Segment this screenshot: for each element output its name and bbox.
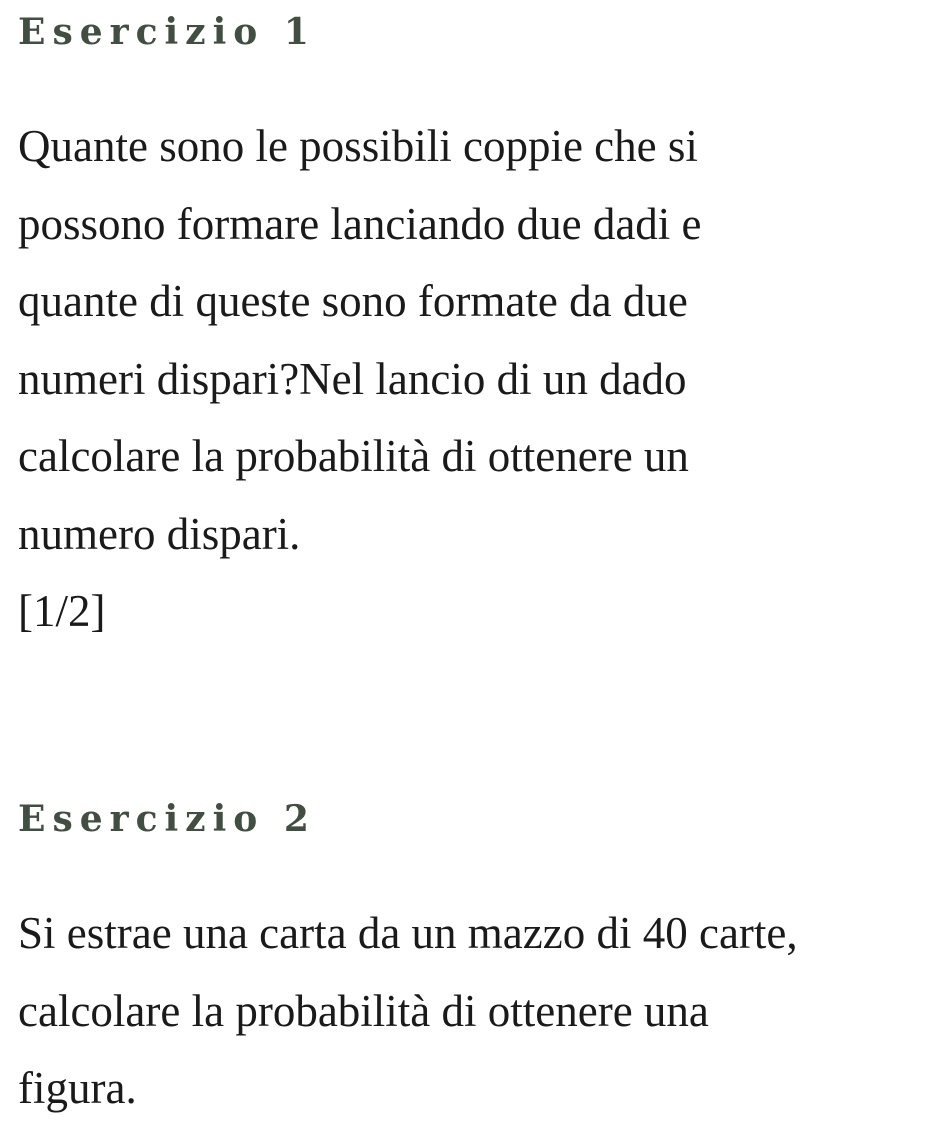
exercise-1-text bbox=[18, 108, 918, 651]
text-line: numero dispari. bbox=[18, 508, 301, 559]
page-indicator: [1/2] bbox=[18, 586, 106, 636]
text-line: calcolare la probabilità di ottenere un bbox=[18, 431, 689, 481]
exercise-2-text bbox=[18, 895, 918, 1128]
text-line: numeri dispari?Nel lancio di un dado bbox=[18, 353, 687, 404]
exercise-2-title: Esercizio 2 bbox=[18, 798, 316, 840]
text-line: calcolare la probabilità di ottenere una bbox=[18, 985, 709, 1036]
text-line: Quante sono le possibili coppie che si bbox=[18, 121, 698, 171]
text-line: quante di queste sono formate da due bbox=[18, 276, 688, 326]
text-line: possono formare lanciando due dadi e bbox=[18, 198, 702, 249]
text-line: figura. bbox=[18, 1063, 137, 1113]
exercise-1-title: Esercizio 1 bbox=[18, 11, 316, 53]
text-line: Si estrae una carta da un mazzo di 40 carte, bbox=[18, 908, 798, 958]
